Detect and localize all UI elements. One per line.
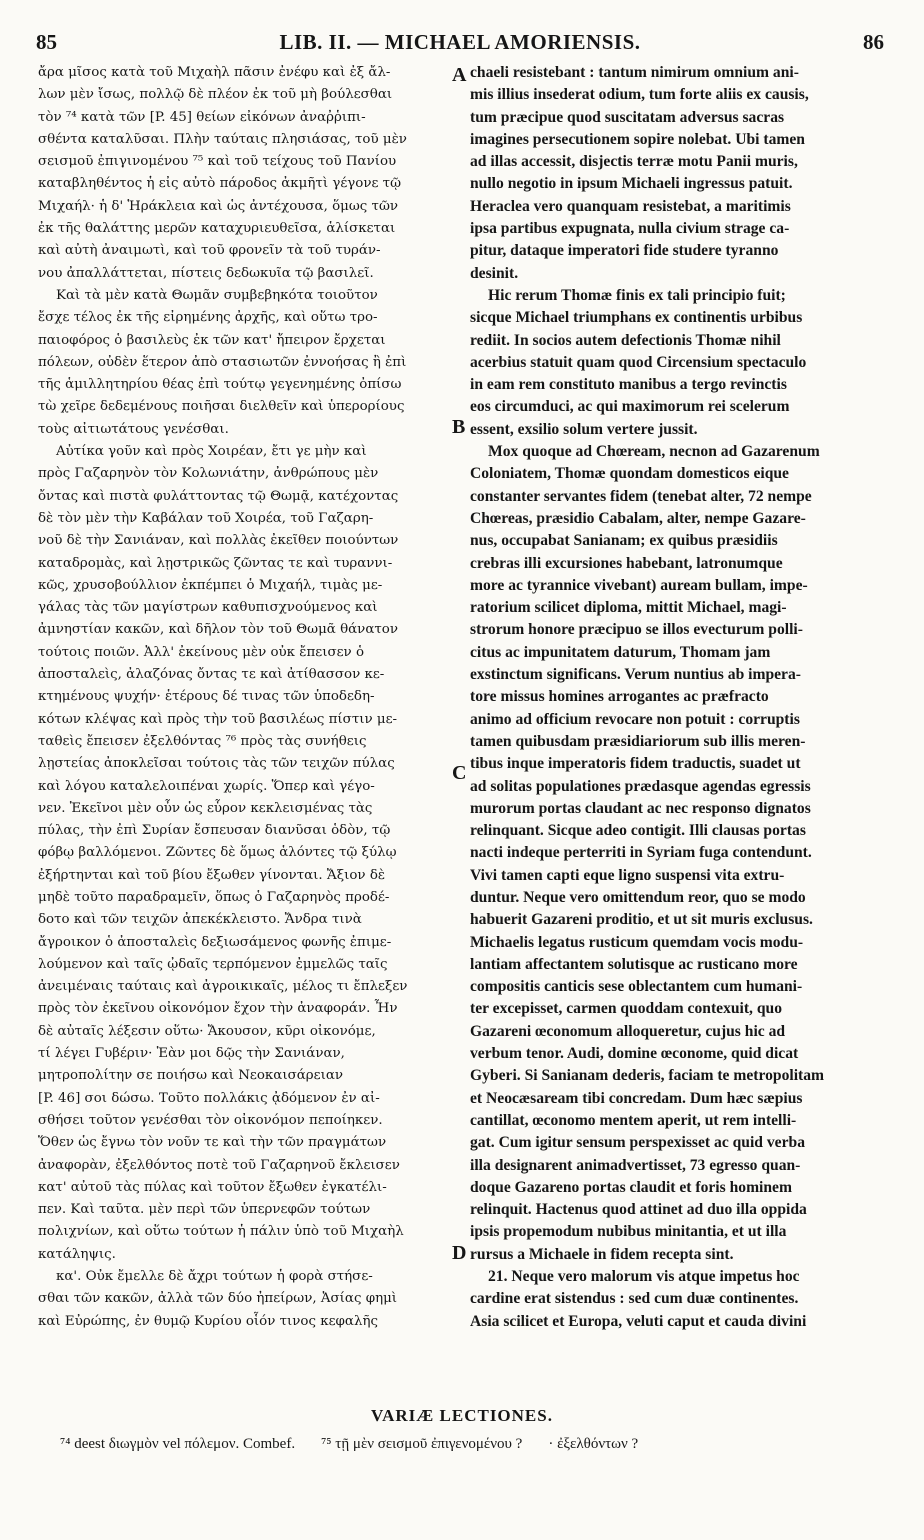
greek-text-line: Καὶ τὰ μὲν κατὰ Θωμᾶν συμβεβηκότα τοιοῦτον xyxy=(56,287,378,303)
greek-text-line: πύλας, τὴν ἐπὶ Συρίαν ἔσπευσαν διανῦσαι ὁδὸν, τῷ xyxy=(38,823,391,839)
page-number-left: 85 xyxy=(36,30,57,54)
latin-text-line: Gyberi. Si Sanianam dederis, faciam te metropolitam xyxy=(470,1067,825,1085)
latin-text-line: doque Gazareno portas claudit et foris hominem xyxy=(470,1178,792,1196)
latin-text-line: constanter servantes fidem (tenebat alter, 72 nempe xyxy=(470,487,812,505)
greek-text-line: ἄγροικον ὁ ἀποσταλεὶς δεξιωσάμενος φωνῆς ἐπιμε- xyxy=(38,934,392,950)
greek-text-line: ἀποσταλεὶς, ἀλαζόνας ὄντας τε καὶ ἀτίθασσον κε- xyxy=(38,667,385,683)
greek-text-line: μηδὲ τοῦτο παραδραμεῖν, ὅπως ὁ Γαζαρηνὸς προδέ- xyxy=(38,889,390,905)
latin-text-line: Asia scilicet et Europa, veluti caput et cauda divini xyxy=(470,1312,807,1330)
greek-text-line: καὶ λόγου καταλελοιπέναι χωρίς. Ὅπερ καὶ γέγο- xyxy=(38,778,375,794)
latin-text-line: chaeli resistebant : tantum nimirum omnium ani- xyxy=(470,64,799,81)
latin-text-line: citus ac impunitatem daturum, Thomam jam xyxy=(470,643,771,661)
latin-text-line: verbum tenor. Audi, domine œconome, quid dicat xyxy=(470,1045,799,1063)
greek-text-line: δὲ τὸν μὲν τὴν Καβάλαν τοῦ Χοιρέα, τοῦ Γαζαρη- xyxy=(38,510,374,526)
greek-text-line: σθέντα καταλῦσαι. Πλὴν ταύταις πλησιάσας, τοῦ μὲν xyxy=(38,131,407,147)
latin-text-line: sicque Michael triumphans ex continentis urbibus xyxy=(470,309,803,327)
greek-text-line: ἀναφορὰν, ἐξελθόντος ποτὲ τοῦ Γαζαρηνοῦ ἔκλεισεν xyxy=(38,1157,400,1173)
greek-text-line: λων μὲν ἴσως, πολλῷ δὲ πλέον ἐκ τοῦ μὴ βούλεσθαι xyxy=(38,87,393,103)
page-number-right: 86 xyxy=(863,30,884,54)
latin-text-column xyxy=(470,62,888,1333)
greek-text-line: πρὸς τὸν ἐκεῖνου οἰκονόμον ἔχον τὴν ἀναφοράν. Ἦν xyxy=(38,1001,398,1017)
latin-text-line: exstinctum significans. Verum nuntius ab impera- xyxy=(470,666,801,684)
footnote: ⁷⁵ τῇ μὲν σεισμοῦ ἐπιγενομένου ? xyxy=(321,1436,523,1452)
latin-text-line: rursus a Michaele in fidem recepta sint. xyxy=(470,1245,734,1263)
greek-text-line: Ὅθεν ὡς ἔγνω τὸν νοῦν τε καὶ τὴν τῶν πραγμάτων xyxy=(38,1135,387,1151)
greek-text-line: νοῦ δὲ τὴν Σανιάναν, καὶ πολλὰς ἐκεῖθεν ποιούντων xyxy=(38,533,399,549)
greek-text-line: καὶ αὐτὴ ἀναιμωτὶ, καὶ τοῦ φρονεῖν τὰ τοῦ τυράν- xyxy=(38,243,381,259)
latin-text-line: pitur, dataque imperatori fide studere tyranno xyxy=(470,242,779,260)
latin-text-line: ad solitas populationes prædasque agendas egressis xyxy=(470,777,811,795)
greek-text-line: ὄντας καὶ πιστὰ φυλάττοντας τῷ Θωμᾷ, κατέχοντας xyxy=(38,488,399,504)
latin-text-line: 21. Neque vero malorum vis atque impetus hoc xyxy=(488,1268,800,1286)
latin-text-line: Hic rerum Thomæ finis ex tali principio fuit; xyxy=(488,286,786,304)
latin-text-line: in eam rem constituto manibus a tergo revinctis xyxy=(470,376,787,394)
greek-text-column xyxy=(38,62,456,1333)
greek-text-line: ἀνειμέναις ταύταις καὶ ἀγροικικαῖς, μέλος τι ἔπλεξεν xyxy=(38,979,408,995)
greek-text-line: γάλας τὰς τῶν μαγίστρων καθυπισχνούμενος καὶ xyxy=(38,600,378,616)
greek-text-line: κτημένους ψυχήν· ἑτέρους δέ τινας τῶν ὑποδεδη- xyxy=(38,689,375,705)
page-header xyxy=(36,30,884,60)
greek-text-line: Αὐτίκα γοῦν καὶ πρὸς Χοιρέαν, ἔτι γε μὴν καὶ xyxy=(56,444,367,460)
greek-text-line: τούτοις ποιῶν. Ἀλλ' ἐκείνους μὲν οὐκ ἔπεισεν ὁ xyxy=(38,644,365,660)
footnote: · ἐξελθόντων ? xyxy=(548,1436,639,1452)
margin-marker-d: D xyxy=(452,1242,467,1264)
latin-text-line: Vivi tamen capti eque ligno suspensi vita extru- xyxy=(470,866,785,884)
latin-text-line: desinit. xyxy=(470,264,519,282)
greek-text-line: πολιχνίων, καὶ οὕτω τούτων ἡ πάλιν ὑπὸ τοῦ Μιχαὴλ xyxy=(38,1224,404,1240)
latin-text-line: Michaelis legatus rusticum quemdam vocis modu- xyxy=(470,933,804,951)
greek-text-line: δὲ αὐταῖς λέξεσιν οὕτω· Ἄκουσον, κῦρι οἰκονόμε, xyxy=(38,1023,376,1039)
margin-marker-a: A xyxy=(452,64,467,86)
greek-text-line: ἐκ τῆς θαλάττης μερῶν καταχυριευθεῖσα, ἁλίσκεται xyxy=(38,221,396,237)
greek-text-line: νου ἀπαλλάττεται, πίστεις δεδωκυῖα τῷ βασιλεῖ. xyxy=(38,265,374,281)
margin-marker-c: C xyxy=(452,762,467,784)
greek-text-line: κατ' αὐτοῦ τὰς πύλας καὶ τοῦτον ἔξωθεν ἐγκατέλι- xyxy=(38,1179,387,1195)
latin-text-line: compositis canticis sese oblectantem cum humani- xyxy=(470,978,803,996)
latin-text-line: cantillat, œconomo mentem aperit, ut rem intelli- xyxy=(470,1111,797,1129)
latin-text-line: mis illius insederat odium, tum forte aliis ex causis, xyxy=(470,86,809,104)
latin-text-line: tore missus homines arrogantes ac præfracto xyxy=(470,688,769,706)
greek-text-line: καὶ Εὐρώπης, ἐν θυμῷ Κυρίου οἷόν τινος κεφαλῆς xyxy=(38,1313,378,1329)
greek-text-line: σεισμοῦ ἐπιγινομένου ⁷⁵ καὶ τοῦ τείχους τοῦ Πανίου xyxy=(38,154,397,170)
greek-text-line: κα'. Οὐκ ἔμελλε δὲ ἄχρι τούτων ἡ φορὰ στήσε- xyxy=(56,1269,373,1285)
latin-text-line: lantiam affectantem solutisque ac rusticano more xyxy=(470,955,798,973)
greek-text-line: κότων κλέψας καὶ πρὸς τὴν τοῦ βασιλέως πίστιν με- xyxy=(38,711,398,727)
latin-text-line: relinquit. Hactenus quod attinet ad duo illa oppida xyxy=(470,1201,807,1219)
latin-text-line: Coloniatem, Thomæ quondam domesticos eique xyxy=(470,465,789,483)
latin-text-line: imagines persecutionem sopire nolebat. Ubi tamen xyxy=(470,130,805,148)
greek-text-line: τὸν ⁷⁴ κατὰ τῶν [P. 45] θείων εἰκόνων ἀναῤῥιπι- xyxy=(38,109,366,125)
greek-text-line: πόλεων, οὐδὲν ἕτερον ἀπὸ στασιωτῶν ἐννοήσας ἢ ἐπὶ xyxy=(38,354,407,370)
latin-text-line: strorum honore præcipuo se illos evecturum polli- xyxy=(470,621,803,639)
latin-text-line: rediit. In socios autem defectionis Thomæ nihil xyxy=(470,331,781,349)
latin-text-line: illa designarent animadvertisset, 73 egresso quan- xyxy=(470,1156,801,1174)
greek-text-line: μητροπολίτην σε ποιήσω καὶ Νεοκαισάρειαν xyxy=(38,1068,344,1084)
margin-marker-b: B xyxy=(452,416,466,438)
greek-text-line: ἔσχε τέλος ἐκ τῆς εἰρημένης ἀρχῆς, καὶ οὕτω τρο- xyxy=(38,310,378,326)
latin-text-line: et Neocæsaream tibi concredam. Dum hæc sæpius xyxy=(470,1089,803,1107)
latin-text-line: ipsis propemodum nubibus minitantia, et ut illa xyxy=(470,1223,787,1241)
greek-text-line: καταβληθέντος ἡ εἰς αὐτὸ πάροδος ἀκμῆτὶ γέγονε τῷ xyxy=(38,176,401,192)
greek-text-line: τοὺς αἰτιωτάτους γενέσθαι. xyxy=(38,421,229,437)
greek-text-line: νεν. Ἐκεῖνοι μὲν οὖν ὡς εὗρον κεκλεισμένας τὰς xyxy=(38,800,373,816)
greek-text-line: λῃστείας ἀποκλεῖσαι τούτοις τὰς τῶν τειχῶν πύλας xyxy=(38,756,395,772)
latin-text-line: tibus inque imperatoris fidem traductis, suadet ut xyxy=(470,755,801,773)
latin-text-line: nullo negotio in ipsum Michaeli ingressus patuit. xyxy=(470,175,793,193)
greek-text-line: λούμενον καὶ ταῖς ᾠδαῖς τερπόμενον ἐμμελῶς ταῖς xyxy=(38,956,388,972)
latin-text-line: Mox quoque ad Chœream, necnon ad Gazarenum xyxy=(488,443,820,461)
latin-text-line: crebras illi excursiones habebant, latronumque xyxy=(470,554,783,572)
latin-text-line: murorum portas claudant ac nec responso dignatos xyxy=(470,799,811,817)
greek-text-line: ἐξήρτηνται καὶ τοῦ βίου ἔξωθεν γίνονται. Ἄξιον δὲ xyxy=(38,867,386,883)
latin-text-line: Heraclea vero quanquam resistebat, a maritimis xyxy=(470,197,791,215)
greek-text-line: τί λέγει Γυβέριν· Ἐὰν μοι δῷς τὴν Σανιάναν, xyxy=(38,1046,345,1062)
latin-text-line: duntur. Neque vero omittendum reor, quo se modo xyxy=(470,888,806,906)
greek-text-line: πρὸς Γαζαρηνὸν τὸν Κολωνιάτην, ἀνθρώπους μὲν xyxy=(38,466,379,482)
latin-text-line: ter excepisset, carmen quoddam contexuit, quo xyxy=(470,1000,782,1018)
latin-text-line: cardine erat sistendus : sed cum duæ continentes. xyxy=(470,1290,799,1308)
greek-text-line: κατάληψις. xyxy=(38,1246,116,1262)
greek-text-line: δοτο καὶ τῶν τειχῶν ἀπεκέκλειστο. Ἄνδρα τινὰ xyxy=(38,912,362,928)
footnotes xyxy=(60,1436,900,1453)
greek-text-line: πεν. Καὶ ταῦτα. μὲν περὶ τῶν ὑπερνεφῶν τούτων xyxy=(38,1202,371,1218)
greek-text-line: ταθεὶς ἔπεισεν ἐξελθόντας ⁷⁶ πρὸς τὰς συνήθεις xyxy=(38,733,367,749)
footnote: ⁷⁴ deest διωγμὸν vel πόλεμον. Combef. xyxy=(60,1436,296,1452)
latin-text-line: habuerit Gazareni proditio, et ut sit muris exclusus. xyxy=(470,911,813,929)
greek-text-line: κῶς, χρυσοβούλλιον ἐκπέμπει ὁ Μιχαήλ, τιμὰς με- xyxy=(38,577,383,593)
greek-text-line: τῆς ἁμιλλητηρίου θέας ἐπὶ τούτῳ γεγενημένης ὀπίσω xyxy=(38,377,402,393)
greek-text-line: παιοφόρος ὁ βασιλεὺς ἐκ τῶν κατ' ἤπειρον ἔρχεται xyxy=(38,332,386,348)
latin-text-line: eos circumduci, ac qui maximorum rei scelerum xyxy=(470,398,790,416)
latin-text-line: ipsa partibus expugnata, nulla civium strage ca- xyxy=(470,220,790,238)
latin-text-line: relinquant. Sicque adeo contigit. Illi clausas portas xyxy=(470,822,806,840)
greek-text-line: ἀμνηστίαν κακῶν, καὶ δῆλον τὸν τοῦ Θωμᾶ θάνατον xyxy=(38,622,398,638)
variae-lectiones-heading: VARIÆ LECTIONES. xyxy=(371,1406,553,1425)
latin-text-line: animo ad officium revocare non potuit : corruptis xyxy=(470,710,800,728)
latin-text-line: ratorium scilicet diploma, mittit Michael, magi- xyxy=(470,599,787,617)
latin-text-line: acerbius statuit quam quod Circensium spectaculo xyxy=(470,353,807,371)
greek-text-line: τὼ χεῖρε δεδεμένους ποιῆσαι διελθεῖν καὶ ὑπερορίους xyxy=(38,399,405,415)
latin-text-line: tum præcipue quod suscitatam adversus sacras xyxy=(470,108,785,126)
latin-text-line: tamen quibusdam præsidiariorum sub illis meren- xyxy=(470,732,806,750)
greek-text-line: καταδρομὰς, καὶ λῃστρικῶς ζῶντας τε καὶ τυραννι- xyxy=(38,555,393,571)
greek-text-line: Μιχαήλ· ἡ δ' Ἡράκλεια καὶ ὡς ἀντέχουσα, ὅμως τῶν xyxy=(38,198,399,214)
greek-text-line: [P. 46] σοι δώσω. Τοῦτο πολλάκις ᾀδόμενον ἐν αἰ- xyxy=(38,1090,380,1106)
latin-text-line: more ac tyrannice vivebant) auream bullam, impe- xyxy=(470,576,808,594)
greek-text-line: σθαι τῶν κακῶν, ἀλλὰ τῶν δύο ἠπείρων, Ἀσίας φημὶ xyxy=(38,1291,398,1307)
running-title: LIB. II. — MICHAEL AMORIENSIS. xyxy=(279,30,641,54)
latin-text-line: Chœreas, præsidio Cabalam, alter, nempe Gazare- xyxy=(470,509,806,527)
latin-text-line: essent, exsilio solum vertere jussit. xyxy=(470,420,698,438)
greek-text-line: ἄρα μῖσος κατὰ τοῦ Μιχαὴλ πᾶσιν ἐνέφυ καὶ ἐξ ἄλ- xyxy=(38,65,391,80)
latin-text-line: gat. Cum igitur sensum perspexisset ac quid verba xyxy=(470,1134,805,1152)
greek-text-line: σθήσει τοῦτον γενέσθαι τὸν οἰκονόμον πεποίηκεν. xyxy=(38,1112,383,1128)
greek-text-line: φόβῳ βαλλόμενοι. Ζῶντες δὲ ὅμως ἁλόντες τῷ ξύλῳ xyxy=(38,845,397,861)
latin-text-line: nus, occupabat Sanianam; ex quibus præsidiis xyxy=(470,532,778,550)
latin-text-line: nacti indeque perterriti in Syriam fuga contendunt. xyxy=(470,844,812,862)
latin-text-line: ad illas accessit, disjectis terræ motu Panii muris, xyxy=(470,153,798,171)
latin-text-line: Gazareni œconomum alloqueretur, cujus hic ad xyxy=(470,1022,786,1040)
